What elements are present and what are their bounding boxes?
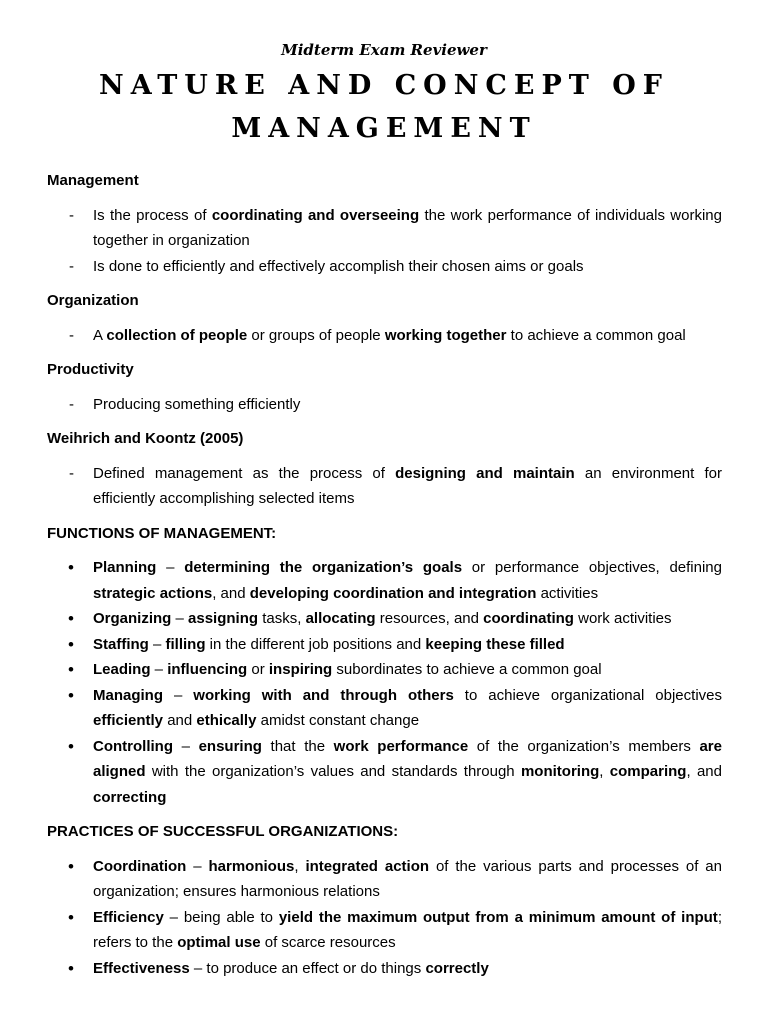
text-run: Is the process of — [93, 206, 212, 224]
text-run: resources, and — [375, 610, 484, 627]
text-run: – — [171, 610, 189, 627]
bullet-marker: • — [68, 907, 74, 927]
bold-text-run: Controlling — [93, 737, 173, 755]
section-heading-productivity: Productivity — [47, 361, 134, 378]
bold-text-run: comparing — [609, 763, 687, 780]
text-run: , and — [686, 763, 722, 780]
list-item — [47, 657, 722, 683]
bullet-marker: • — [68, 685, 74, 705]
text-run: ; refers to the — [93, 908, 722, 951]
text-run: or performance objectives, defining — [462, 559, 722, 576]
bold-text-run: influencing — [167, 661, 248, 678]
bold-text-run: Leading — [93, 661, 151, 678]
text-run: , and — [212, 584, 250, 602]
text-run: Defined management as the process of — [93, 464, 396, 482]
text-run: with the organization’s values and standards through — [145, 763, 521, 780]
dash-marker: - — [69, 257, 74, 275]
bold-text-run: yield the maximum output from a minimum amount of input — [278, 908, 718, 926]
dash-marker: - — [69, 464, 74, 482]
bold-text-run: are aligned — [93, 737, 722, 780]
text-run: , — [294, 857, 306, 875]
text-run: in the different job positions and — [205, 635, 426, 653]
document-title-line-1: NATURE AND CONCEPT OF — [99, 70, 669, 101]
text-run: – — [163, 686, 194, 704]
bold-text-run: ethically — [196, 712, 257, 729]
text-run: – — [156, 559, 185, 576]
list-item — [47, 956, 722, 982]
list-item — [47, 254, 722, 280]
bullet-marker: • — [68, 736, 74, 756]
text-run: of the various parts and processes of an organization; ensures harmonious relations — [93, 857, 722, 900]
text-run: work activities — [573, 610, 672, 627]
dash-marker: - — [69, 326, 74, 344]
text-run: an environment for efficiently accomplishing selected items — [93, 464, 722, 507]
bullet-marker: • — [68, 558, 74, 577]
text-run: – — [148, 635, 166, 653]
text-run: of the organization’s members — [468, 737, 700, 755]
bold-text-run: Organizing — [93, 610, 172, 627]
bold-text-run: integrated action — [305, 857, 430, 875]
text-run: or — [247, 661, 269, 678]
bold-text-run: efficiently — [93, 712, 164, 729]
text-run: – — [150, 661, 168, 678]
practices-list — [47, 854, 722, 982]
text-run: Producing something efficiently — [93, 395, 301, 413]
weihrich-koontz-list — [47, 461, 722, 512]
bold-text-run: developing coordination and integration — [249, 584, 537, 602]
bold-text-run: Planning — [93, 559, 157, 576]
text-run: – — [186, 857, 209, 875]
bold-text-run: determining the organization’s goals — [184, 559, 463, 576]
bold-text-run: Efficiency — [93, 908, 164, 926]
text-run: and — [163, 712, 197, 729]
productivity-list — [47, 392, 722, 418]
list-item — [47, 392, 722, 418]
bold-text-run: collection of people — [106, 326, 248, 344]
document-body — [47, 168, 722, 990]
text-run: Is done to efficiently and effectively accomplish their chosen aims or goals — [93, 257, 584, 275]
bold-text-run: allocating — [305, 610, 376, 627]
bold-text-run: correcting — [93, 788, 167, 806]
text-run: activities — [536, 584, 599, 602]
list-item — [47, 683, 722, 734]
bullet-marker: • — [68, 856, 74, 876]
list-item — [47, 461, 722, 512]
bullet-marker: • — [68, 660, 74, 679]
bold-text-run: Managing — [93, 686, 163, 704]
bold-text-run: optimal use — [177, 934, 261, 951]
bold-text-run: coordinating and overseeing — [211, 206, 420, 224]
text-run: or groups of people — [247, 326, 385, 344]
list-item — [47, 203, 722, 254]
bold-text-run: ensuring — [198, 737, 262, 755]
bold-text-run: working with and through others — [193, 686, 454, 704]
bold-text-run: inspiring — [268, 661, 333, 678]
bold-text-run: keeping these filled — [425, 635, 565, 653]
document-subtitle: Midterm Exam Reviewer — [281, 41, 487, 59]
bold-text-run: Coordination — [93, 857, 187, 875]
text-run: that the — [261, 737, 334, 755]
list-item — [47, 632, 722, 658]
text-run: amidst constant change — [256, 712, 420, 729]
list-item — [47, 734, 722, 811]
text-run: subordinates to achieve a common goal — [332, 661, 602, 678]
bold-text-run: Effectiveness — [93, 959, 190, 977]
bold-text-run: monitoring — [520, 763, 600, 780]
section-heading-practices: PRACTICES OF SUCCESSFUL ORGANIZATIONS: — [47, 823, 399, 840]
list-item — [47, 854, 722, 905]
list-item — [47, 555, 722, 606]
dash-marker: - — [69, 395, 74, 413]
functions-list — [47, 555, 722, 810]
list-item — [47, 905, 722, 956]
text-run: – — [172, 737, 199, 755]
bold-text-run: filling — [165, 635, 206, 653]
dash-marker: - — [69, 206, 74, 224]
bullet-marker: • — [68, 634, 74, 654]
text-run: to achieve organizational objectives — [453, 686, 722, 704]
list-item — [47, 606, 722, 632]
document-title-line-2: MANAGEMENT — [231, 113, 537, 144]
section-heading-organization: Organization — [47, 292, 139, 309]
bold-text-run: Staffing — [93, 635, 149, 653]
management-list — [47, 203, 722, 280]
bullet-marker: • — [68, 958, 74, 978]
bold-text-run: working together — [384, 326, 507, 344]
bold-text-run: assigning — [188, 610, 259, 627]
text-run: to achieve a common goal — [506, 326, 686, 344]
organization-list — [47, 323, 722, 349]
bold-text-run: coordinating — [483, 610, 574, 627]
bold-text-run: designing and maintain — [395, 464, 575, 482]
text-run: – to produce an effect or do things — [189, 959, 426, 977]
bold-text-run: harmonious — [208, 857, 295, 875]
text-run: of scarce resources — [260, 934, 396, 951]
section-heading-weihrich-koontz: Weihrich and Koontz (2005) — [47, 430, 244, 447]
list-item — [47, 323, 722, 349]
bold-text-run: work performance — [333, 737, 469, 755]
text-run: – being able to — [163, 908, 279, 926]
text-run: the work performance of individuals working together in organization — [93, 206, 722, 249]
text-run: , — [599, 763, 610, 780]
section-heading-functions: FUNCTIONS OF MANAGEMENT: — [47, 524, 277, 542]
text-run: tasks, — [258, 610, 306, 627]
section-heading-management: Management — [47, 172, 139, 189]
bold-text-run: correctly — [425, 959, 489, 977]
bullet-marker: • — [68, 609, 74, 628]
bold-text-run: strategic actions — [93, 584, 213, 602]
text-run: A — [93, 326, 107, 344]
